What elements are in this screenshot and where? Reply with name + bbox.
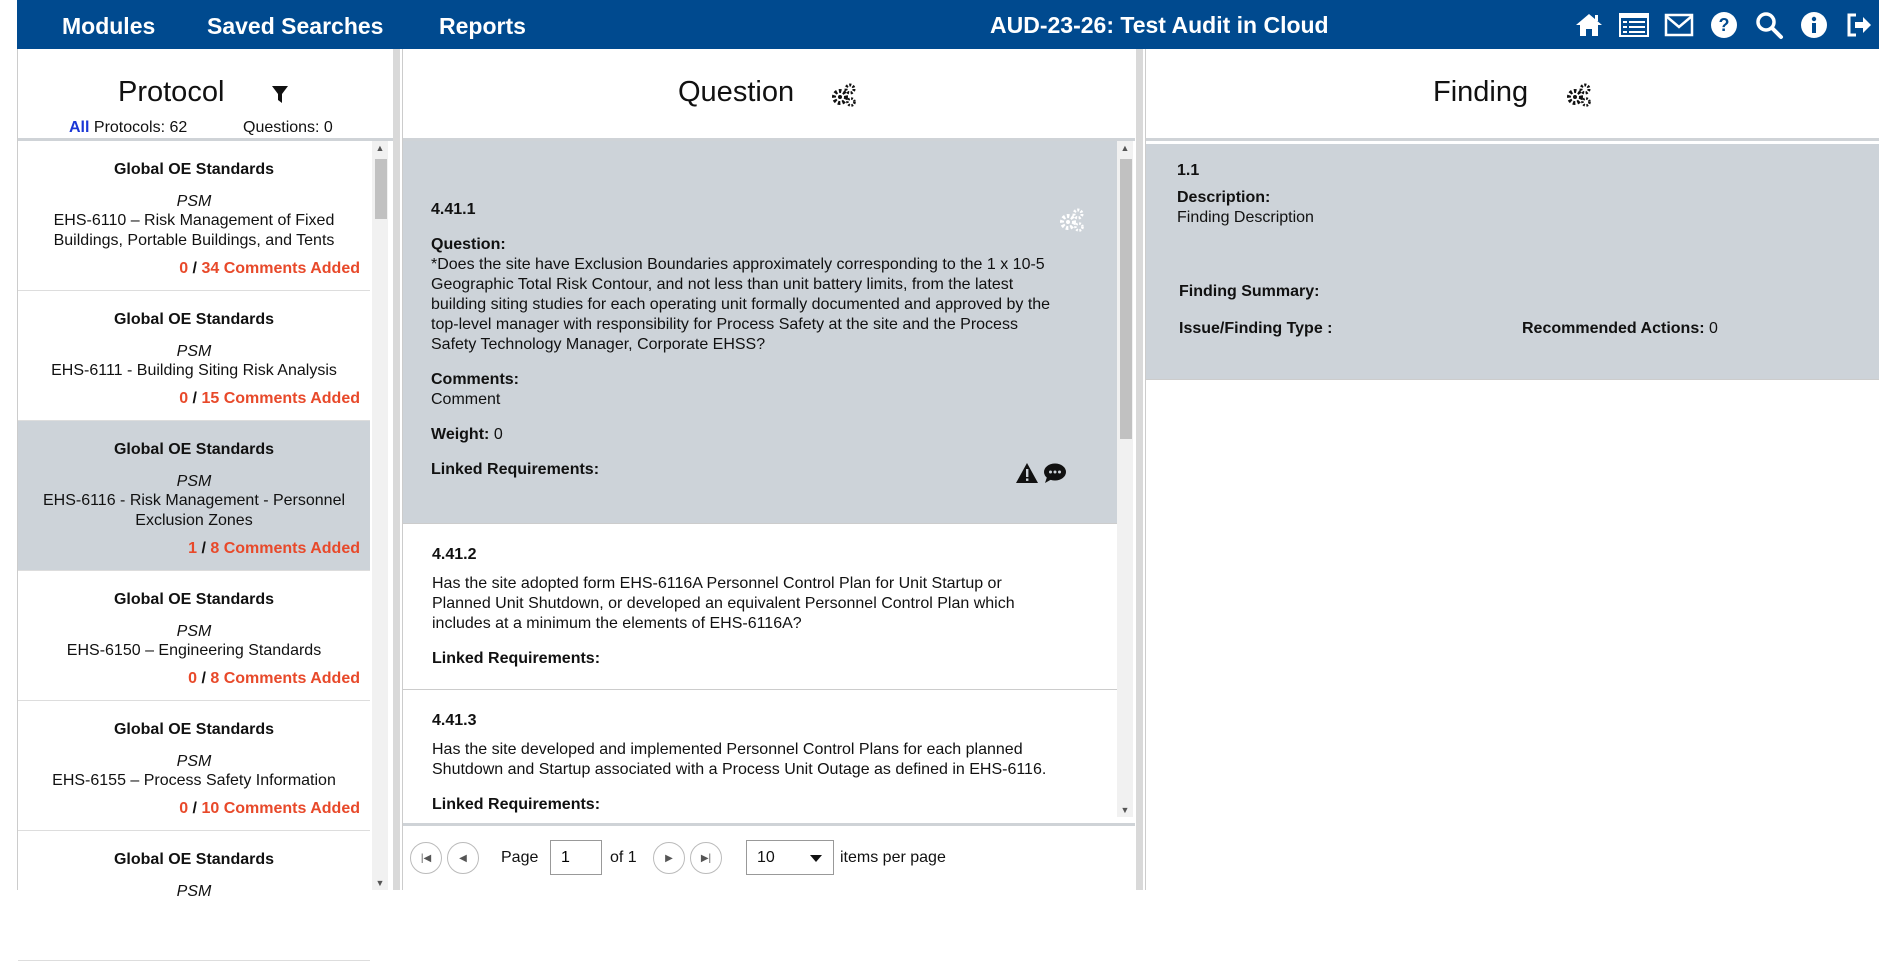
weight-row: Weight: 0 xyxy=(431,426,503,443)
protocol-stats xyxy=(69,119,187,137)
nav-reports[interactable]: Reports xyxy=(439,13,526,39)
finding-header xyxy=(1146,49,1879,141)
pagination-bar xyxy=(403,823,1135,890)
question-card-active[interactable] xyxy=(403,141,1117,524)
question-number: 4.41.2 xyxy=(432,546,477,563)
finding-pane xyxy=(1145,49,1879,890)
scroll-thumb[interactable] xyxy=(375,159,387,219)
logout-icon[interactable] xyxy=(1843,9,1874,40)
protocol-title: Protocol xyxy=(118,76,225,108)
protocol-group: Global OE Standards xyxy=(113,721,275,738)
recommended-actions: Recommended Actions: 0 xyxy=(1522,320,1718,337)
protocol-item[interactable] xyxy=(18,291,370,421)
comments-counter: 0 / 15 Comments Added xyxy=(179,390,360,407)
protocol-item[interactable] xyxy=(18,141,370,291)
page-label: Page xyxy=(501,849,539,866)
protocol-name: EHS-6116 - Risk Management - Personnel Exclusion Zones xyxy=(42,492,346,529)
comments-counter: 1 / 8 Comments Added xyxy=(188,540,360,557)
scroll-down-icon[interactable]: ▼ xyxy=(1120,805,1130,815)
question-pane xyxy=(402,49,1135,890)
question-settings-icon[interactable] xyxy=(831,82,857,108)
scroll-up-icon[interactable]: ▲ xyxy=(1120,143,1130,153)
audit-title: AUD-23-26: Test Audit in Cloud xyxy=(990,12,1329,38)
all-filter-link[interactable]: All xyxy=(69,119,90,136)
question-text: Has the site developed and implemented Personnel Control Plans for each planned Shutdown and Startup associated with a Process Unit Outage as defined in EHS-6116. xyxy=(432,741,1047,778)
protocol-list xyxy=(18,141,370,900)
info-icon[interactable] xyxy=(1798,9,1829,40)
first-page-icon[interactable]: |◀ xyxy=(410,842,442,874)
question-scrollbar[interactable] xyxy=(1117,141,1133,817)
question-text: Has the site adopted form EHS-6116A Personnel Control Plan for Unit Startup or Planned Unit Shutdown, or developed an equivalent Personnel Control Plan which includes at a minimum the elements of EHS-6116A? xyxy=(432,575,1015,632)
finding-card[interactable] xyxy=(1146,144,1879,380)
protocol-group: Global OE Standards xyxy=(113,311,275,328)
protocol-pane xyxy=(17,49,393,900)
nav-icon-group xyxy=(1573,9,1874,40)
protocol-category: PSM xyxy=(176,623,212,640)
linked-requirements-label: Linked Requirements: xyxy=(432,796,601,813)
search-icon[interactable] xyxy=(1753,9,1784,40)
protocol-group: Global OE Standards xyxy=(113,441,275,458)
chevron-down-icon xyxy=(810,855,822,862)
finding-settings-icon[interactable] xyxy=(1566,82,1592,108)
svg-text:?: ? xyxy=(1718,14,1729,35)
protocol-header xyxy=(18,49,393,141)
protocol-scrollbar[interactable] xyxy=(372,141,388,890)
warning-icon[interactable] xyxy=(1015,462,1039,484)
finding-description-text: Finding Description xyxy=(1177,209,1314,226)
protocol-category: PSM xyxy=(176,193,212,210)
question-action-icons xyxy=(1015,462,1067,484)
protocol-group: Global OE Standards xyxy=(113,161,275,178)
page-of-label: of 1 xyxy=(610,849,637,866)
question-title: Question xyxy=(678,76,795,108)
scroll-down-icon[interactable]: ▼ xyxy=(375,878,385,888)
protocol-item[interactable] xyxy=(18,701,370,831)
question-header xyxy=(403,49,1135,141)
question-number: 4.41.1 xyxy=(431,201,476,218)
protocol-name: EHS-6111 - Building Siting Risk Analysis xyxy=(51,362,337,379)
question-text: *Does the site have Exclusion Boundaries approximately corresponding to the 1 x 10-5 Geographic Total Risk Contour, and not less than unit battery limits, from the latest building siting studies for each operating unit formally documented and approved by the top-level manager with responsibility for Process Safety at the site and the Process Safety Technology Manager, Corporate EHSS? xyxy=(431,256,1051,353)
finding-number: 1.1 xyxy=(1177,162,1200,179)
finding-summary-label: Finding Summary: xyxy=(1179,283,1320,300)
comments-label: Comments: xyxy=(431,371,520,388)
nav-saved-searches[interactable]: Saved Searches xyxy=(207,13,384,39)
home-icon[interactable] xyxy=(1573,9,1604,40)
protocol-name: EHS-6150 – Engineering Standards xyxy=(66,642,322,659)
finding-title: Finding xyxy=(1433,76,1529,108)
protocols-count: Protocols: 62 xyxy=(93,119,188,136)
page-number-input[interactable] xyxy=(550,840,602,875)
scroll-thumb[interactable] xyxy=(1120,159,1132,439)
question-card-settings-icon[interactable] xyxy=(1059,207,1085,233)
scroll-up-icon[interactable]: ▲ xyxy=(375,143,385,153)
protocol-item-selected[interactable] xyxy=(18,421,370,571)
protocol-category: PSM xyxy=(176,473,212,490)
comments-counter: 0 / 10 Comments Added xyxy=(179,800,360,817)
comment-icon[interactable] xyxy=(1043,462,1067,484)
help-icon[interactable] xyxy=(1708,9,1739,40)
finding-description-label: Description: xyxy=(1177,189,1271,206)
protocol-item[interactable] xyxy=(18,571,370,701)
pane-splitter-left[interactable] xyxy=(393,49,400,890)
protocol-group: Global OE Standards xyxy=(113,851,275,868)
protocol-category: PSM xyxy=(176,753,212,770)
linked-requirements-label: Linked Requirements: xyxy=(432,650,601,667)
filter-icon[interactable] xyxy=(271,85,289,110)
protocol-name: EHS-6155 – Process Safety Information xyxy=(52,772,336,789)
top-nav-bar xyxy=(17,0,1879,49)
protocol-category: PSM xyxy=(176,343,212,360)
questions-count: Questions: 0 xyxy=(243,119,333,136)
protocol-item[interactable] xyxy=(18,831,370,961)
pane-splitter-right[interactable] xyxy=(1136,49,1143,890)
comments-counter: 0 / 8 Comments Added xyxy=(188,670,360,687)
comments-text: Comment xyxy=(431,391,501,408)
next-page-icon[interactable]: ▶ xyxy=(653,842,685,874)
list-icon[interactable] xyxy=(1618,9,1649,40)
items-per-page-label: items per page xyxy=(840,849,946,866)
prev-page-icon[interactable]: ◀ xyxy=(447,842,479,874)
question-number: 4.41.3 xyxy=(432,712,477,729)
nav-modules[interactable]: Modules xyxy=(62,13,156,39)
linked-requirements-label: Linked Requirements: xyxy=(431,461,600,478)
last-page-icon[interactable]: ▶| xyxy=(690,842,722,874)
protocol-category: PSM xyxy=(176,883,212,900)
protocol-group: Global OE Standards xyxy=(113,591,275,608)
question-label: Question: xyxy=(431,236,506,253)
items-per-page-select[interactable]: 10 xyxy=(746,840,834,875)
mail-icon[interactable] xyxy=(1663,9,1694,40)
question-list xyxy=(403,141,1117,817)
question-card[interactable] xyxy=(403,524,1117,690)
protocol-name: EHS-6110 – Risk Management of Fixed Buildings, Portable Buildings, and Tents xyxy=(53,212,335,249)
comments-counter: 0 / 34 Comments Added xyxy=(179,260,360,277)
finding-type-label: Issue/Finding Type : xyxy=(1179,320,1333,337)
